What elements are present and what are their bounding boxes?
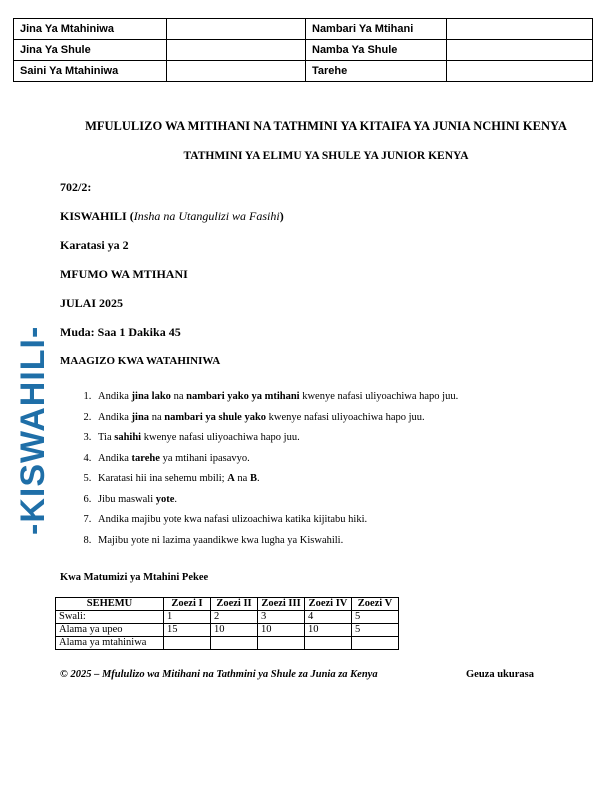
school-number-field[interactable] [447,40,593,61]
instruction-item: 4. Andika tarehe ya mtihani ipasavyo. [94,449,594,470]
subject-name: KISWAHILI [60,209,127,223]
instruction-item: 7. Andika majibu yote kwa nafasi ulizoachiwa katika kijitabu hiki. [94,510,594,531]
marks-header: Zoezi V [352,598,399,611]
table-cell: 3 [258,611,305,624]
instruction-item: 8. Majibu yote ni lazima yaandikwe kwa lugha ya Kiswahili. [94,531,594,552]
marks-header: Zoezi IV [305,598,352,611]
table-cell: 5 [352,624,399,637]
school-name-label: Jina Ya Shule [14,40,167,61]
marks-header: Zoezi I [164,598,211,611]
table-cell: 10 [258,624,305,637]
exam-subtitle: TATHMINI YA ELIMU YA SHULE YA JUNIOR KENYA [183,150,469,162]
marks-header-row [56,598,399,611]
candidate-score-cell[interactable] [211,637,258,650]
table-cell: 15 [164,624,211,637]
exam-duration: Muda: Saa 1 Dakika 45 [60,325,181,339]
subject-detail: Insha na Utangulizi wa Fasihi [133,209,280,223]
candidate-info-table [13,18,593,82]
date-field[interactable] [447,61,593,82]
table-cell: 5 [352,611,399,624]
instructions-list [60,387,594,551]
marks-header: SEHEMU [56,598,164,611]
row-label: Alama ya upeo [56,624,164,637]
candidate-score-cell[interactable] [258,637,305,650]
exam-number-field[interactable] [447,19,593,40]
paper-number: Karatasi ya 2 [60,238,129,252]
marks-row-candidate [56,637,399,650]
marks-header: Zoezi III [258,598,305,611]
signature-field[interactable] [167,61,306,82]
table-cell: 4 [305,611,352,624]
candidate-score-cell[interactable] [305,637,352,650]
instruction-item: 1. Andika jina lako na nambari yako ya mtihani kwenye nafasi uliyoachiwa hapo juu. [94,387,594,408]
instruction-item: 2. Andika jina na nambari ya shule yako kwenye nafasi uliyoachiwa hapo juu. [94,408,594,429]
marks-header: Zoezi II [211,598,258,611]
signature-label: Saini Ya Mtahiniwa [14,61,167,82]
marks-row-question [56,611,399,624]
info-row-signature [14,61,593,82]
subject-line [60,209,284,224]
side-subject-banner: -KISWAHILI- [14,325,52,535]
marks-table [55,597,399,650]
instruction-item: 6. Jibu maswali yote. [94,490,594,511]
candidate-name-label: Jina Ya Mtahiniwa [14,19,167,40]
instructions-heading: MAAGIZO KWA WATAHINIWA [60,355,221,367]
exam-number-label: Nambari Ya Mtihani [306,19,447,40]
info-row-name [14,19,593,40]
table-cell: 2 [211,611,258,624]
exam-title: MFULULIZO WA MITIHANI NA TATHMINI YA KITAIFA YA JUNIA NCHINI KENYA [85,119,567,133]
paper-code: 702/2: [60,180,92,194]
candidate-score-cell[interactable] [164,637,211,650]
exam-series: MFUMO WA MTIHANI [60,267,188,281]
table-cell: 10 [305,624,352,637]
copyright-footer: © 2025 – Mfululizo wa Mitihani na Tathmini ya Shule za Junia za Kenya [60,669,378,680]
date-label: Tarehe [306,61,447,82]
turn-page-note: Geuza ukurasa [466,669,534,680]
row-label: Alama ya mtahiniwa [56,637,164,650]
row-label: Swali: [56,611,164,624]
exam-date: JULAI 2025 [60,296,124,310]
candidate-score-cell[interactable] [352,637,399,650]
examiner-use-heading: Kwa Matumizi ya Mtahini Pekee [60,572,209,583]
subject-paren-open: ( [129,209,134,223]
instruction-item: 3. Tia sahihi kwenye nafasi uliyoachiwa hapo juu. [94,428,594,449]
instruction-item: 5. Karatasi hii ina sehemu mbili; A na B. [94,469,594,490]
school-name-field[interactable] [167,40,306,61]
subject-paren-close: ) [279,209,284,223]
marks-row-max [56,624,399,637]
info-row-school [14,40,593,61]
table-cell: 1 [164,611,211,624]
school-number-label: Namba Ya Shule [306,40,447,61]
table-cell: 10 [211,624,258,637]
candidate-name-field[interactable] [167,19,306,40]
